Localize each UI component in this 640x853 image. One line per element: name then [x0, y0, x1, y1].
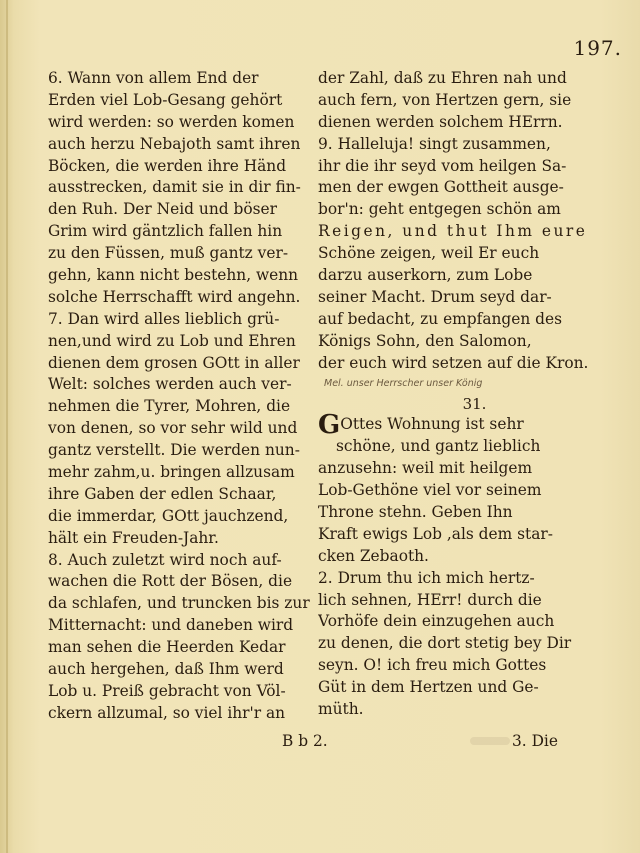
text-line: schöne, und gantz lieblich — [336, 437, 541, 456]
text-line: Reigen, und thut Ihm eure — [318, 222, 588, 241]
text-line: da schlafen, und truncken bis zur — [48, 594, 310, 613]
signature-mark: B b 2. — [282, 732, 328, 750]
text-line: darzu auserkorn, zum Lobe — [318, 266, 533, 285]
text-line: lich sehnen, HErr! durch die — [318, 590, 542, 609]
text-line: Mitternacht: und daneben wird — [48, 616, 294, 635]
page-gutter — [6, 0, 8, 853]
text-line: Erden viel Lob-Gesang gehört — [48, 90, 283, 109]
text-line: Throne stehn. Geben Ihn — [318, 503, 513, 522]
text-line: mehr zahm,u. bringen allzusam — [48, 463, 295, 482]
text-line: auf bedacht, zu empfangen des — [318, 309, 563, 328]
text-line: den Ruh. Der Neid und böser — [48, 200, 277, 219]
text-line: müth. — [318, 700, 364, 719]
text-line: seyn. O! ich freu mich Gottes — [318, 656, 547, 675]
text-line: Königs Sohn, den Salomon, — [318, 331, 532, 350]
text-line: der Zahl, daß zu Ehren nah und — [318, 69, 567, 87]
drop-cap: G — [318, 410, 341, 441]
hymn-first-line — [318, 410, 593, 441]
text-line: Güt in dem Hertzen und Ge- — [318, 678, 539, 697]
text-line: ihr die ihr seyd vom heilgen Sa- — [318, 156, 567, 175]
text-line: 8. Auch zuletzt wird noch auf- — [48, 550, 282, 569]
right-column — [318, 68, 593, 721]
text-line: Vorhöfe dein einzugehen auch — [318, 612, 555, 631]
text-line: 9. Halleluja! singt zusammen, — [318, 134, 551, 153]
text-line: die immerdar, GOtt jauchzend, — [48, 506, 289, 525]
text-line: ckern allzumal, so viel ihr'r an — [48, 703, 286, 722]
text-line: auch hergehen, daß Ihm werd — [48, 660, 284, 679]
first-line-text: Ottes Wohnung ist sehr — [340, 415, 524, 434]
text-line: zu den Füssen, muß gantz ver- — [48, 244, 289, 263]
text-line: von denen, so vor sehr wild und — [48, 419, 298, 438]
text-line: men der ewgen Gottheit ausge- — [318, 178, 564, 197]
text-line: wachen die Rott der Bösen, die — [48, 572, 293, 591]
text-line: Böcken, die werden ihre Händ — [48, 156, 287, 175]
left-column — [48, 68, 314, 725]
text-line: seiner Macht. Drum seyd dar- — [318, 287, 552, 306]
text-line: 6. Wann von allem End der — [48, 69, 259, 87]
text-line: Grim wird gäntzlich fallen hin — [48, 222, 283, 241]
page-number: 197. — [573, 36, 622, 60]
text-line: bor'n: geht entgegen schön am — [318, 200, 561, 219]
text-line: anzusehn: weil mit heilgem — [318, 459, 533, 478]
text-line: wird werden: so werden komen — [48, 112, 295, 131]
text-line: zu denen, die dort stetig bey Dir — [318, 634, 572, 653]
handwritten-melody-note: Mel. unser Herrscher unser König — [324, 378, 483, 390]
catchword: 3. Die — [512, 732, 558, 750]
text-line: auch herzu Nebajoth samt ihren — [48, 134, 301, 153]
hymn-number: 31. — [462, 395, 487, 414]
text-line: cken Zebaoth. — [318, 546, 429, 565]
text-line: auch fern, von Hertzen gern, sie — [318, 90, 572, 109]
text-line: man sehen die Heerden Kedar — [48, 638, 286, 657]
text-line: gehn, kann nicht bestehn, wenn — [48, 266, 299, 285]
text-line: Lob-Gethöne viel vor seinem — [318, 481, 542, 500]
text-line: Lob u. Preiß gebracht von Völ- — [48, 681, 286, 700]
text-line: solche Herrschafft wird angehn. — [48, 287, 301, 306]
text-line: Welt: solches werden auch ver- — [48, 375, 292, 394]
text-line: nen,und wird zu Lob und Ehren — [48, 331, 296, 350]
text-line: Schöne zeigen, weil Er euch — [318, 244, 540, 263]
text-line: 7. Dan wird alles lieblich grü- — [48, 309, 280, 328]
text-line: ausstrecken, damit sie in dir fin- — [48, 178, 301, 197]
text-line: dienen werden solchem HErrn. — [318, 112, 563, 131]
text-line: hält ein Freuden-Jahr. — [48, 528, 219, 547]
text-line: 2. Drum thu ich mich hertz- — [318, 568, 535, 587]
text-line: ihre Gaben der edlen Schaar, — [48, 484, 277, 503]
text-line: der euch wird setzen auf die Kron. — [318, 353, 589, 372]
text-line: gantz verstellt. Die werden nun- — [48, 441, 300, 460]
text-line: nehmen die Tyrer, Mohren, die — [48, 397, 291, 416]
text-line: dienen dem grosen GOtt in aller — [48, 353, 300, 372]
ink-smudge — [470, 737, 510, 745]
text-line: Kraft ewigs Lob ,als dem star- — [318, 524, 553, 543]
